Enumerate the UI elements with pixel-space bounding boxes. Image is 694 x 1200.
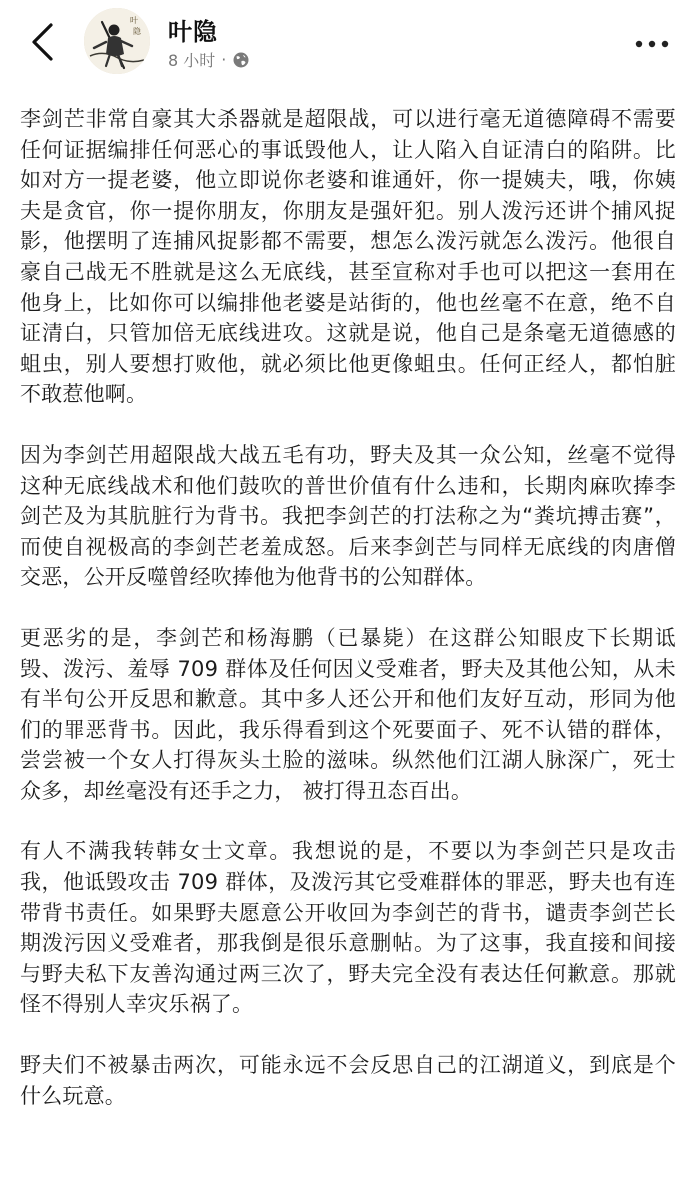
- post-body: [20, 104, 676, 1141]
- post-timestamp[interactable]: 8 小时: [168, 51, 216, 70]
- post-paragraph-3: 更恶劣的是，李剑芒和杨海鹏（已暴毙）在这群公知眼皮下长期诋毁、泼污、羞辱 709 群体及任何因义受难者，野夫及其他公知，从未有半句公开反思和歉意。其中多人还公开和他们友好互动，形同为他们的罪恶背书。因此，我乐得看到这个死要面子、死不认错的群体，尝尝被一个女人打得灰头土脸的滋味。纵然他们江湖人脉深广，死士众多，却丝毫没有还手之力， 被打得丑态百出。: [20, 625, 676, 803]
- more-horizontal-icon: [635, 40, 669, 48]
- svg-text:隐: 隐: [133, 27, 141, 36]
- globe-icon[interactable]: [232, 51, 250, 69]
- post-paragraph-4: 有人不满我转韩女士文章。我想说的是，不要以为李剑芒只是攻击我，他诋毁攻击 709 群体，及泼污其它受难群体的罪恶，野夫也有连带背书责任。如果野夫愿意公开收回为李剑芒的背书，谴责李剑芒长期泼污因义受难者，那我倒是很乐意删帖。为了这事，我直接和间接与野夫私下友善沟通过两三次了，野夫完全没有表达任何歉意。那就怪不得别人幸灾乐祸了。: [20, 839, 676, 1017]
- chevron-left-icon: [29, 22, 55, 62]
- post-paragraph-5: 野夫们不被暴击两次，可能永远不会反思自己的江湖道义，到底是个什么玩意。: [20, 1053, 676, 1108]
- svg-text:叶: 叶: [130, 16, 138, 25]
- avatar[interactable]: [84, 8, 150, 74]
- meta-separator: ·: [221, 50, 227, 69]
- avatar-ink-figure-image: [84, 8, 150, 74]
- post-meta: [168, 48, 250, 71]
- post-paragraph-1: 李剑芒非常自豪其大杀器就是超限战，可以进行毫无道德障碍不需要任何证据编排任何恶心的事诋毁他人，让人陷入自证清白的陷阱。比如对方一提老婆，他立即说你老婆和谁通奸，你一提姨夫，哦，你姨夫是贪官，你一提你朋友，你朋友是强奸犯。别人泼污还讲个捕风捉影，他摆明了连捕风捉影都不需要，想怎么泼污就怎么泼污。他很自豪自己战无不胜就是这么无底线，甚至宣称对手也可以把这一套用在他身上，比如你可以编排他老婆是站街的，他也丝毫不在意，绝不自证清白，只管加倍无底线进攻。这就是说，他自己是条毫无道德感的蛆虫，别人要想打败他，就必须比他更像蛆虫。任何正经人，都怕脏不敢惹他啊。: [20, 107, 676, 407]
- more-options-button[interactable]: [630, 26, 674, 62]
- post-paragraph-2: 因为李剑芒用超限战大战五毛有功，野夫及其一众公知，丝毫不觉得这种无底线战术和他们鼓吹的普世价值有什么违和，长期肉麻吹捧李剑芒及为其肮脏行为背书。我把李剑芒的打法称之为“粪坑搏击赛”，而使自视极高的李剑芒老羞成怒。后来李剑芒与同样无底线的肉唐僧交恶，公开反噬曾经吹捧他为他背书的公知群体。: [20, 442, 676, 590]
- back-button[interactable]: [22, 20, 62, 64]
- post-header: [0, 0, 694, 96]
- author-name[interactable]: 叶隐: [168, 18, 218, 46]
